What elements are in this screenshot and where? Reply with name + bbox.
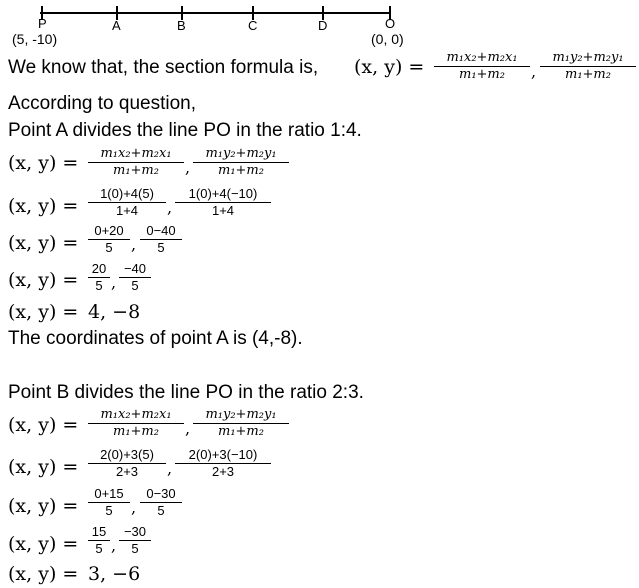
b5-xy: (x, y) = (8, 563, 79, 585)
formula-comma: , (531, 62, 537, 81)
b1-frac-y-num: m₁y₂+m₂y₁ (205, 407, 277, 422)
a2-xy: (x, y) = (8, 195, 79, 217)
a3-frac-x-den: 5 (105, 240, 113, 255)
a3-frac-y-den: 5 (157, 240, 165, 255)
a1-xy: (x, y) = (8, 152, 79, 174)
label-p: P (38, 16, 47, 31)
b2-frac-x-num: 2(0)+3(5) (100, 447, 154, 462)
a2-comma: , (167, 198, 173, 217)
b4-frac-x (88, 524, 110, 557)
label-a: A (112, 18, 121, 33)
formula-frac-x-num: m₁x₂+m₂x₁ (446, 50, 518, 65)
label-b: B (177, 18, 186, 33)
b3-frac-x-num: 0+15 (94, 486, 124, 501)
b3-frac-y (140, 486, 182, 519)
a2-frac-y-num: 1(0)+4(−10) (188, 186, 258, 201)
b2-frac-y (175, 447, 271, 480)
b4-frac-x-num: 15 (91, 524, 107, 539)
a2-frac-x-den: 1+4 (115, 203, 139, 218)
b1-frac-y (193, 407, 289, 440)
formula-frac-x (434, 50, 530, 83)
b1-frac-x-den: m₁+m₂ (113, 424, 159, 439)
coord-p: (5, -10) (12, 31, 58, 47)
a5-xy: (x, y) = (8, 301, 79, 323)
formula-frac-y-num: m₁y₂+m₂y₁ (552, 50, 624, 65)
b3-xy: (x, y) = (8, 495, 79, 517)
b1-xy: (x, y) = (8, 414, 79, 436)
b2-frac-y-num: 2(0)+3(−10) (188, 447, 258, 462)
b1-frac-x-num: m₁x₂+m₂x₁ (100, 407, 172, 422)
b1-frac-x (88, 407, 184, 440)
b4-frac-y (119, 524, 151, 557)
a4-frac-x (88, 261, 110, 294)
a1-frac-y (193, 146, 289, 179)
b3-comma: , (131, 498, 137, 517)
a4-frac-x-den: 5 (95, 278, 103, 293)
a4-frac-y-den: 5 (131, 278, 139, 293)
formula-frac-y-den: m₁+m₂ (565, 67, 611, 82)
a-result: 4, −8 (88, 301, 141, 323)
part-a-statement: Point A divides the line PO in the ratio 1:4. (8, 120, 362, 141)
part-b-statement: Point B divides the line PO in the ratio 2:3. (8, 382, 364, 403)
label-o: O (385, 16, 396, 31)
a1-frac-x-den: m₁+m₂ (113, 163, 159, 178)
formula-frac-y (540, 50, 636, 83)
b2-frac-y-den: 2+3 (211, 464, 235, 479)
part-a-conclusion: The coordinates of point A is (4,-8). (8, 328, 303, 349)
b3-frac-x (88, 486, 130, 519)
number-line (0, 0, 420, 30)
b-result: 3, −6 (88, 563, 141, 585)
b3-frac-y-num: 0−30 (146, 486, 176, 501)
a2-frac-y (175, 186, 271, 219)
a1-frac-x-num: m₁x₂+m₂x₁ (100, 146, 172, 161)
label-d: D (318, 18, 328, 33)
coord-o: (0, 0) (371, 31, 404, 47)
a2-frac-y-den: 1+4 (211, 203, 235, 218)
a3-frac-x-num: 0+20 (94, 223, 124, 238)
b3-frac-x-den: 5 (105, 503, 113, 518)
a4-frac-x-num: 20 (91, 261, 107, 276)
a2-frac-x-num: 1(0)+4(5) (100, 186, 154, 201)
formula-xy: (x, y) = (354, 56, 425, 78)
b1-comma: , (185, 419, 191, 438)
label-c: C (248, 18, 258, 33)
b4-frac-x-den: 5 (95, 541, 103, 556)
b4-frac-y-den: 5 (131, 541, 139, 556)
a4-comma: , (111, 273, 117, 292)
according-text: According to question, (8, 93, 197, 114)
a3-frac-y (140, 223, 182, 256)
a1-frac-x (88, 146, 184, 179)
a1-frac-y-num: m₁y₂+m₂y₁ (205, 146, 277, 161)
b2-frac-x-den: 2+3 (115, 464, 139, 479)
b4-xy: (x, y) = (8, 533, 79, 555)
formula-frac-x-den: m₁+m₂ (459, 67, 505, 82)
b2-xy: (x, y) = (8, 456, 79, 478)
a4-xy: (x, y) = (8, 269, 79, 291)
a3-frac-y-num: 0−40 (146, 223, 176, 238)
b2-frac-x (88, 447, 166, 480)
b4-frac-y-num: −30 (123, 524, 147, 539)
a1-frac-y-den: m₁+m₂ (218, 163, 264, 178)
a3-comma: , (131, 235, 137, 254)
b4-comma: , (111, 536, 117, 555)
a4-frac-y (119, 261, 151, 294)
a3-xy: (x, y) = (8, 232, 79, 254)
a4-frac-y-num: −40 (123, 261, 147, 276)
a2-frac-x (88, 186, 166, 219)
b3-frac-y-den: 5 (157, 503, 165, 518)
formula-intro: We know that, the section formula is, (8, 57, 319, 78)
b1-frac-y-den: m₁+m₂ (218, 424, 264, 439)
a1-comma: , (185, 158, 191, 177)
a3-frac-x (88, 223, 130, 256)
b2-comma: , (167, 459, 173, 478)
